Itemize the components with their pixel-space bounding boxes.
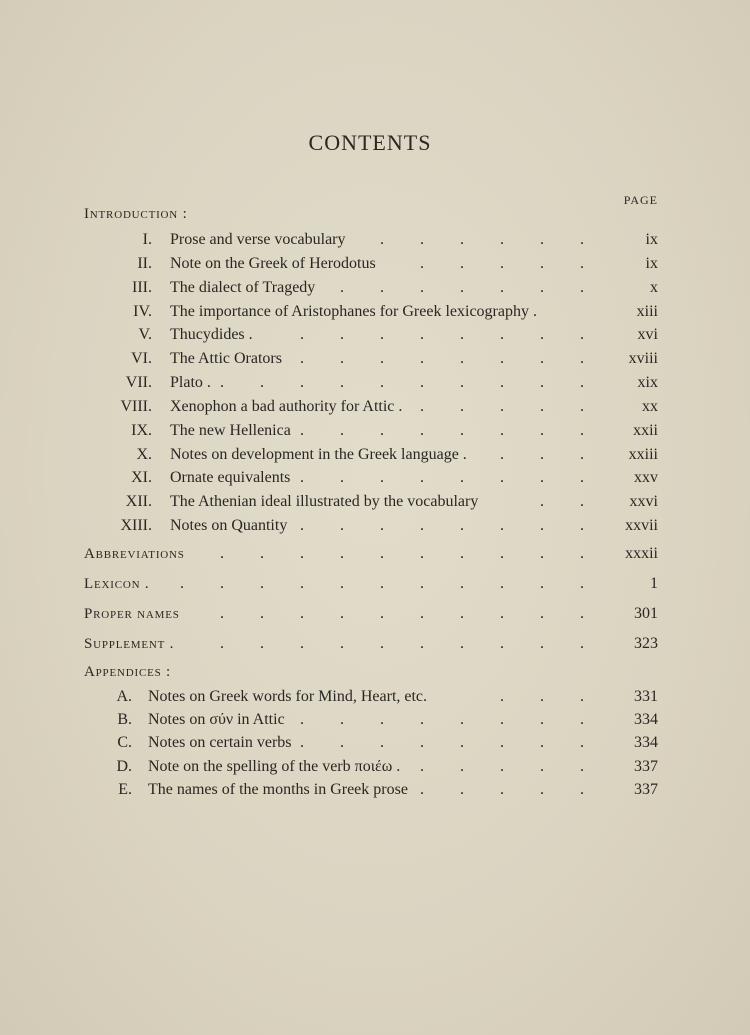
entry-title: Note on the spelling of the verb ποιέω . xyxy=(148,758,401,775)
toc-entry xyxy=(84,685,658,709)
section-label: Proper names xyxy=(84,606,180,622)
entry-number: A. xyxy=(116,688,132,705)
toc-entry xyxy=(84,466,658,490)
entry-page: ix xyxy=(645,255,658,272)
entry-number: II. xyxy=(137,255,152,272)
leader-dots: . . . . . . . . xyxy=(300,350,600,367)
entry-title: The new Hellenica xyxy=(170,422,291,439)
entry-number: VIII. xyxy=(120,398,152,415)
entry-number: IX. xyxy=(131,422,152,439)
entry-number: E. xyxy=(118,781,132,798)
leader-dots: . . . . . . xyxy=(380,231,600,248)
leader-dots: . . . . . . . . xyxy=(300,422,600,439)
toc-entry xyxy=(84,323,658,347)
entry-title: The dialect of Tragedy xyxy=(170,279,316,296)
toc-entry xyxy=(84,778,658,802)
entry-number: VII. xyxy=(125,374,152,391)
toc-section xyxy=(84,602,658,626)
entry-page: xix xyxy=(637,374,658,391)
entry-page: ix xyxy=(645,231,658,248)
entry-page: xiii xyxy=(636,303,658,320)
entry-number: III. xyxy=(132,279,152,296)
toc-entry xyxy=(84,252,658,276)
entry-number: D. xyxy=(116,758,132,775)
introduction-heading: Introduction : xyxy=(84,206,188,222)
entry-page: 334 xyxy=(634,734,658,751)
toc-section xyxy=(84,572,658,596)
leader-dots: . . . . . xyxy=(420,398,600,415)
entry-page: xx xyxy=(642,398,658,415)
toc-entry xyxy=(84,228,658,252)
page-title: CONTENTS xyxy=(308,130,432,155)
entry-title: The importance of Aristophanes for Greek lexicography . xyxy=(170,303,537,320)
toc-entry xyxy=(84,490,658,514)
entry-page: xvi xyxy=(637,326,658,343)
toc-entry xyxy=(84,755,658,779)
toc-entry xyxy=(84,300,658,324)
leader-dots: . . . . . . . . xyxy=(300,734,600,751)
leader-dots: . . . . . . . . xyxy=(300,326,600,343)
entry-page: 334 xyxy=(634,711,658,728)
entry-title: Ornate equivalents xyxy=(170,469,291,486)
entry-number: C. xyxy=(117,734,132,751)
page-column-label: PAGE xyxy=(623,193,658,207)
leader-dots: . . . . . . . . . . xyxy=(220,374,600,391)
entry-page: xxii xyxy=(633,422,658,439)
section-page: 323 xyxy=(634,635,658,652)
section-page: 301 xyxy=(634,605,658,622)
entry-title: Notes on Quantity xyxy=(170,517,288,534)
toc-entry xyxy=(84,347,658,371)
section-label: Abbreviations xyxy=(84,546,185,562)
entry-number: I. xyxy=(142,231,152,248)
leader-dots: . . . . . xyxy=(420,781,600,798)
entry-title: The names of the months in Greek prose xyxy=(148,781,408,798)
section-label: Supplement . xyxy=(84,636,175,652)
entry-page: xxv xyxy=(634,469,658,486)
toc-entry xyxy=(84,731,658,755)
entry-title: Thucydides . xyxy=(170,326,253,343)
entry-page: 337 xyxy=(634,781,658,798)
entry-page: 337 xyxy=(634,758,658,775)
toc-entry xyxy=(84,514,658,538)
entry-page: xxvii xyxy=(625,517,658,534)
leader-dots: . . . . . . . . . . xyxy=(220,545,600,562)
toc-entry xyxy=(84,371,658,395)
entry-number: VI. xyxy=(131,350,152,367)
leader-dots: . . . . . . . . xyxy=(300,711,600,728)
entry-number: IV. xyxy=(133,303,152,320)
entry-number: XII. xyxy=(125,493,152,510)
leader-dots: . . . xyxy=(500,446,600,463)
entry-title: Notes on certain verbs xyxy=(148,734,292,751)
section-page: xxxii xyxy=(625,545,658,562)
entry-title: Notes on Greek words for Mind, Heart, etc. xyxy=(148,688,428,705)
entry-page: x xyxy=(650,279,658,296)
entry-title: Notes on σύν in Attic xyxy=(148,711,285,728)
leader-dots: . . . . . . . . xyxy=(300,469,600,486)
toc-section xyxy=(84,632,658,656)
leader-dots: . . . . . . . xyxy=(340,279,600,296)
entry-title: The Athenian ideal illustrated by the vocabulary xyxy=(170,493,479,510)
entry-number: XIII. xyxy=(120,517,152,534)
entry-title: The Attic Orators xyxy=(170,350,282,367)
leader-dots: . . . . . . . . . . . xyxy=(180,575,600,592)
leader-dots: . . . . . . . . xyxy=(300,517,600,534)
leader-dots: . . . . . xyxy=(420,255,600,272)
section-label: Lexicon . xyxy=(84,576,150,592)
toc-entry xyxy=(84,443,658,467)
leader-dots: . . . . . . . . . . xyxy=(220,605,600,622)
toc-entry xyxy=(84,708,658,732)
leader-dots: . . xyxy=(540,493,600,510)
entry-title: Xenophon a bad authority for Attic . xyxy=(170,398,403,415)
entry-title: Note on the Greek of Herodotus xyxy=(170,255,376,272)
entry-page: xviii xyxy=(628,350,658,367)
entry-page: xxvi xyxy=(629,493,658,510)
leader-dots: . . . . . xyxy=(420,758,600,775)
leader-dots: . . . xyxy=(500,688,600,705)
entry-page: xxiii xyxy=(628,446,658,463)
entry-number: V. xyxy=(138,326,152,343)
leader-dots: . . . . . . . . . . xyxy=(220,635,600,652)
entry-title: Plato . xyxy=(170,374,211,391)
entry-title: Prose and verse vocabulary xyxy=(170,231,346,248)
appendices-heading: Appendices : xyxy=(84,664,172,680)
entry-title: Notes on development in the Greek language . xyxy=(170,446,467,463)
toc-section xyxy=(84,542,658,566)
entry-number: X. xyxy=(136,446,152,463)
toc-entry xyxy=(84,276,658,300)
entry-number: B. xyxy=(117,711,132,728)
toc-entry xyxy=(84,395,658,419)
toc-entry xyxy=(84,419,658,443)
section-page: 1 xyxy=(650,575,658,592)
entry-page: 331 xyxy=(634,688,658,705)
entry-number: XI. xyxy=(131,469,152,486)
